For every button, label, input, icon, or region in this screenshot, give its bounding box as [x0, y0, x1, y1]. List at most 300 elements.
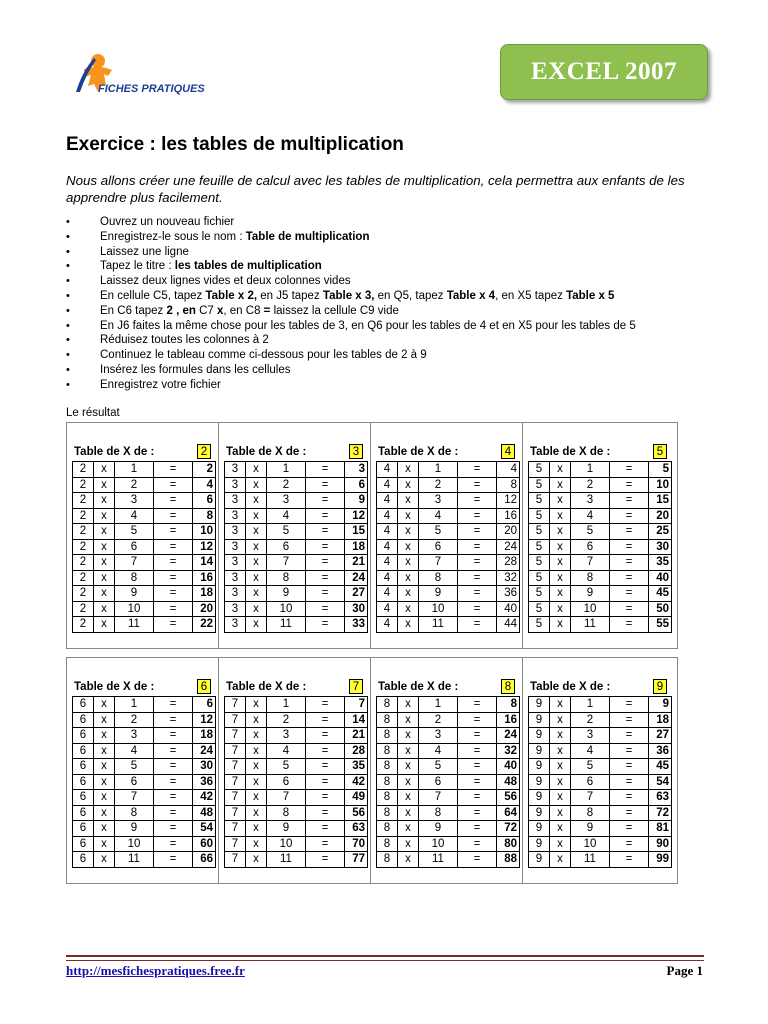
multiplier-cell: 6 [571, 539, 610, 555]
table-row [225, 539, 368, 555]
times-cell: x [398, 570, 419, 586]
result-cell: 42 [345, 774, 368, 790]
result-cell: 90 [649, 836, 672, 852]
equals-cell: = [154, 462, 193, 478]
table-row [529, 774, 672, 790]
result-cell: 36 [497, 586, 520, 602]
factor-cell: 4 [377, 555, 398, 571]
table-row [377, 539, 520, 555]
times-cell: x [398, 493, 419, 509]
factor-cell: 4 [377, 477, 398, 493]
instruction-list [66, 215, 636, 393]
instruction-item [66, 259, 636, 274]
equals-cell: = [610, 759, 649, 775]
table-row [225, 555, 368, 571]
factor-cell: 3 [225, 570, 246, 586]
result-cell: 42 [193, 790, 216, 806]
times-cell: x [398, 790, 419, 806]
table-number: 9 [653, 679, 667, 694]
result-cell: 15 [649, 493, 672, 509]
factor-cell: 9 [529, 759, 550, 775]
result-cell: 64 [497, 805, 520, 821]
equals-cell: = [306, 524, 345, 540]
result-cell: 99 [649, 852, 672, 868]
times-cell: x [246, 728, 267, 744]
table-row [529, 462, 672, 478]
table-panel [371, 658, 523, 883]
factor-cell: 3 [225, 477, 246, 493]
result-cell: 8 [497, 697, 520, 713]
table-row [529, 759, 672, 775]
factor-cell: 3 [225, 462, 246, 478]
instruction-text: Table x 2, [205, 289, 258, 302]
fiches-pratiques-logo [68, 52, 218, 102]
instruction-text: Tapez le titre : [100, 260, 175, 273]
result-cell: 81 [649, 821, 672, 837]
times-cell: x [398, 774, 419, 790]
multiplier-cell: 4 [267, 508, 306, 524]
table-row [73, 852, 216, 868]
table-number: 8 [501, 679, 515, 694]
footer-link[interactable]: http://mesfichespratiques.free.fr [66, 963, 245, 978]
instruction-item [66, 274, 636, 289]
equals-cell: = [458, 728, 497, 744]
multiplier-cell: 6 [115, 539, 154, 555]
equals-cell: = [306, 539, 345, 555]
times-cell: x [550, 821, 571, 837]
multiplier-cell: 2 [267, 477, 306, 493]
table-row [225, 617, 368, 633]
multiplier-cell: 7 [267, 555, 306, 571]
equals-cell: = [306, 570, 345, 586]
times-cell: x [94, 493, 115, 509]
result-cell: 35 [649, 555, 672, 571]
times-cell: x [550, 586, 571, 602]
times-cell: x [94, 712, 115, 728]
equals-cell: = [458, 759, 497, 775]
result-cell: 20 [649, 508, 672, 524]
result-cell: 63 [345, 821, 368, 837]
equals-cell: = [306, 774, 345, 790]
equals-cell: = [610, 601, 649, 617]
times-cell: x [398, 586, 419, 602]
table-row [225, 524, 368, 540]
times-cell: x [94, 477, 115, 493]
multiplier-cell: 10 [419, 836, 458, 852]
table-row [73, 697, 216, 713]
instruction-text: C7 [195, 304, 217, 317]
multiplier-cell: 6 [419, 539, 458, 555]
multiplier-cell: 3 [571, 728, 610, 744]
instruction-text: Laissez deux lignes vides et deux colonnes vides [100, 275, 351, 288]
multiplier-cell: 5 [419, 524, 458, 540]
factor-cell: 8 [377, 805, 398, 821]
multiplier-cell: 11 [115, 852, 154, 868]
table-row [377, 836, 520, 852]
table-row [377, 697, 520, 713]
equals-cell: = [458, 601, 497, 617]
equals-cell: = [458, 697, 497, 713]
table-row [73, 508, 216, 524]
instruction-text: En C6 tapez [100, 304, 167, 317]
factor-cell: 2 [73, 555, 94, 571]
factor-cell: 5 [529, 586, 550, 602]
instruction-text: En J6 faites la même chose pour les tables de 3, en Q6 pour les tables de 4 et en X5 pour les tables de 5 [100, 319, 636, 332]
multiplier-cell: 6 [267, 539, 306, 555]
equals-cell: = [154, 697, 193, 713]
table-number: 3 [349, 444, 363, 459]
times-cell: x [246, 821, 267, 837]
page-number: Page 1 [666, 963, 703, 978]
factor-cell: 7 [225, 774, 246, 790]
multiplier-cell: 5 [267, 759, 306, 775]
times-cell: x [94, 462, 115, 478]
multiplier-cell: 7 [267, 790, 306, 806]
table-row [377, 712, 520, 728]
table-number: 7 [349, 679, 363, 694]
times-cell: x [398, 539, 419, 555]
times-cell: x [246, 617, 267, 633]
factor-cell: 7 [225, 759, 246, 775]
times-cell: x [94, 790, 115, 806]
times-cell: x [550, 508, 571, 524]
table-header [378, 443, 515, 460]
times-cell: x [550, 555, 571, 571]
equals-cell: = [610, 524, 649, 540]
result-cell: 4 [193, 477, 216, 493]
times-cell: x [550, 524, 571, 540]
result-cell: 35 [345, 759, 368, 775]
instruction-item [66, 304, 636, 319]
table-row [225, 821, 368, 837]
table-row [73, 570, 216, 586]
table-row [73, 555, 216, 571]
multiplier-cell: 11 [571, 617, 610, 633]
factor-cell: 5 [529, 493, 550, 509]
factor-cell: 7 [225, 852, 246, 868]
times-cell: x [94, 759, 115, 775]
factor-cell: 8 [377, 821, 398, 837]
result-cell: 36 [193, 774, 216, 790]
times-cell: x [94, 852, 115, 868]
multiplier-cell: 10 [419, 601, 458, 617]
factor-cell: 4 [377, 586, 398, 602]
equals-cell: = [610, 697, 649, 713]
equals-cell: = [306, 805, 345, 821]
multiplier-cell: 3 [571, 493, 610, 509]
result-cell: 18 [649, 712, 672, 728]
times-cell: x [246, 836, 267, 852]
table-row [225, 508, 368, 524]
result-cell: 30 [345, 601, 368, 617]
factor-cell: 5 [529, 617, 550, 633]
multiplier-cell: 5 [115, 524, 154, 540]
multiplier-cell: 5 [419, 759, 458, 775]
result-cell: 88 [497, 852, 520, 868]
multiplier-cell: 1 [115, 462, 154, 478]
factor-cell: 3 [225, 586, 246, 602]
table-row [529, 728, 672, 744]
table-row [225, 852, 368, 868]
factor-cell: 5 [529, 524, 550, 540]
times-cell: x [94, 805, 115, 821]
factor-cell: 3 [225, 493, 246, 509]
multiplier-cell: 7 [571, 555, 610, 571]
table-row [225, 493, 368, 509]
multiplier-cell: 5 [115, 759, 154, 775]
table-row [529, 617, 672, 633]
multiplier-cell: 9 [419, 821, 458, 837]
multiplier-cell: 7 [115, 790, 154, 806]
multiplier-cell: 8 [267, 570, 306, 586]
multiplier-cell: 7 [419, 790, 458, 806]
multiplier-cell: 3 [115, 493, 154, 509]
result-cell: 12 [193, 539, 216, 555]
times-cell: x [550, 790, 571, 806]
multiplier-cell: 11 [267, 617, 306, 633]
result-cell: 77 [345, 852, 368, 868]
factor-cell: 2 [73, 524, 94, 540]
equals-cell: = [458, 617, 497, 633]
times-cell: x [550, 759, 571, 775]
multiplication-grid [376, 461, 520, 633]
factor-cell: 5 [529, 570, 550, 586]
factor-cell: 2 [73, 493, 94, 509]
result-cell: 21 [345, 728, 368, 744]
table-header [74, 443, 211, 460]
table-label: Table de X de : [74, 680, 155, 693]
multiplier-cell: 2 [267, 712, 306, 728]
times-cell: x [246, 586, 267, 602]
equals-cell: = [154, 524, 193, 540]
multiplication-grid [224, 461, 368, 633]
equals-cell: = [306, 462, 345, 478]
factor-cell: 6 [73, 852, 94, 868]
equals-cell: = [610, 774, 649, 790]
times-cell: x [94, 836, 115, 852]
instruction-text: x [216, 304, 224, 317]
equals-cell: = [154, 728, 193, 744]
equals-cell: = [154, 539, 193, 555]
factor-cell: 4 [377, 617, 398, 633]
table-panel [67, 658, 219, 883]
multiplier-cell: 10 [267, 836, 306, 852]
multiplier-cell: 8 [571, 805, 610, 821]
factor-cell: 8 [377, 774, 398, 790]
table-row [225, 697, 368, 713]
equals-cell: = [154, 774, 193, 790]
equals-cell: = [306, 617, 345, 633]
times-cell: x [246, 759, 267, 775]
factor-cell: 7 [225, 805, 246, 821]
table-panel [371, 423, 523, 648]
result-cell: 6 [345, 477, 368, 493]
factor-cell: 8 [377, 697, 398, 713]
multiplier-cell: 7 [419, 555, 458, 571]
factor-cell: 7 [225, 821, 246, 837]
result-cell: 30 [193, 759, 216, 775]
result-cell: 8 [193, 508, 216, 524]
equals-cell: = [306, 508, 345, 524]
equals-cell: = [154, 601, 193, 617]
multiplication-grid [224, 696, 368, 868]
equals-cell: = [154, 586, 193, 602]
equals-cell: = [610, 508, 649, 524]
times-cell: x [398, 759, 419, 775]
times-cell: x [398, 728, 419, 744]
table-row [73, 805, 216, 821]
equals-cell: = [306, 836, 345, 852]
times-cell: x [246, 601, 267, 617]
multiplier-cell: 4 [571, 508, 610, 524]
equals-cell: = [610, 836, 649, 852]
factor-cell: 6 [73, 728, 94, 744]
times-cell: x [398, 555, 419, 571]
multiplier-cell: 2 [115, 712, 154, 728]
equals-cell: = [458, 477, 497, 493]
table-header [378, 678, 515, 695]
factor-cell: 4 [377, 462, 398, 478]
table-row [529, 508, 672, 524]
instruction-text: en J5 tapez [257, 289, 323, 302]
times-cell: x [550, 728, 571, 744]
times-cell: x [246, 570, 267, 586]
table-label: Table de X de : [530, 680, 611, 693]
result-cell: 16 [497, 712, 520, 728]
times-cell: x [94, 821, 115, 837]
table-row [529, 570, 672, 586]
factor-cell: 3 [225, 539, 246, 555]
table-row [377, 462, 520, 478]
equals-cell: = [306, 697, 345, 713]
result-cell: 10 [649, 477, 672, 493]
times-cell: x [550, 852, 571, 868]
multiplier-cell: 2 [419, 477, 458, 493]
table-row [73, 836, 216, 852]
times-cell: x [246, 790, 267, 806]
result-cell: 45 [649, 586, 672, 602]
equals-cell: = [610, 477, 649, 493]
times-cell: x [246, 805, 267, 821]
factor-cell: 2 [73, 539, 94, 555]
table-header [530, 443, 667, 460]
result-cell: 36 [649, 743, 672, 759]
multiplication-grid [72, 461, 216, 633]
equals-cell: = [610, 539, 649, 555]
multiplier-cell: 9 [267, 586, 306, 602]
table-row [529, 712, 672, 728]
table-number: 6 [197, 679, 211, 694]
multiplier-cell: 2 [419, 712, 458, 728]
factor-cell: 6 [73, 836, 94, 852]
table-row [225, 601, 368, 617]
table-label: Table de X de : [226, 680, 307, 693]
times-cell: x [398, 852, 419, 868]
equals-cell: = [610, 617, 649, 633]
factor-cell: 7 [225, 743, 246, 759]
result-cell: 54 [193, 821, 216, 837]
factor-cell: 6 [73, 774, 94, 790]
times-cell: x [246, 697, 267, 713]
multiplier-cell: 4 [115, 508, 154, 524]
table-row [377, 570, 520, 586]
factor-cell: 6 [73, 821, 94, 837]
equals-cell: = [610, 821, 649, 837]
factor-cell: 4 [377, 539, 398, 555]
table-row [377, 601, 520, 617]
factor-cell: 8 [377, 790, 398, 806]
times-cell: x [94, 539, 115, 555]
result-cell: 18 [193, 728, 216, 744]
table-row [377, 493, 520, 509]
table-panel [219, 423, 371, 648]
table-row [377, 508, 520, 524]
result-cell: 9 [649, 697, 672, 713]
multiplier-cell: 8 [419, 805, 458, 821]
factor-cell: 8 [377, 852, 398, 868]
times-cell: x [550, 836, 571, 852]
equals-cell: = [154, 821, 193, 837]
multiplier-cell: 10 [571, 836, 610, 852]
equals-cell: = [154, 508, 193, 524]
equals-cell: = [458, 712, 497, 728]
multiplier-cell: 9 [571, 821, 610, 837]
logo-figure-icon [68, 52, 218, 102]
factor-cell: 9 [529, 852, 550, 868]
equals-cell: = [458, 774, 497, 790]
equals-cell: = [306, 790, 345, 806]
equals-cell: = [306, 759, 345, 775]
instruction-item [66, 363, 636, 378]
table-row [529, 697, 672, 713]
table-row [377, 774, 520, 790]
multiplier-cell: 8 [419, 570, 458, 586]
multiplier-cell: 6 [419, 774, 458, 790]
equals-cell: = [610, 555, 649, 571]
table-number: 4 [501, 444, 515, 459]
result-cell: 9 [345, 493, 368, 509]
times-cell: x [398, 805, 419, 821]
equals-cell: = [610, 570, 649, 586]
factor-cell: 9 [529, 821, 550, 837]
factor-cell: 8 [377, 759, 398, 775]
equals-cell: = [458, 539, 497, 555]
multiplier-cell: 8 [115, 570, 154, 586]
factor-cell: 5 [529, 601, 550, 617]
factor-cell: 6 [73, 712, 94, 728]
times-cell: x [94, 524, 115, 540]
table-row [225, 836, 368, 852]
table-row [225, 790, 368, 806]
result-cell: 18 [345, 539, 368, 555]
result-cell: 8 [497, 477, 520, 493]
multiplier-cell: 9 [115, 586, 154, 602]
equals-cell: = [610, 493, 649, 509]
multiplier-cell: 9 [115, 821, 154, 837]
table-row [529, 852, 672, 868]
table-label: Table de X de : [530, 445, 611, 458]
times-cell: x [246, 462, 267, 478]
instruction-text: Ouvrez un nouveau fichier [100, 216, 235, 228]
multiplier-cell: 11 [419, 617, 458, 633]
multiplier-cell: 11 [571, 852, 610, 868]
table-row [73, 524, 216, 540]
times-cell: x [398, 601, 419, 617]
factor-cell: 7 [225, 790, 246, 806]
multiplier-cell: 4 [115, 743, 154, 759]
multiplication-grid [376, 696, 520, 868]
excel-2007-badge: EXCEL 2007 [500, 44, 708, 100]
